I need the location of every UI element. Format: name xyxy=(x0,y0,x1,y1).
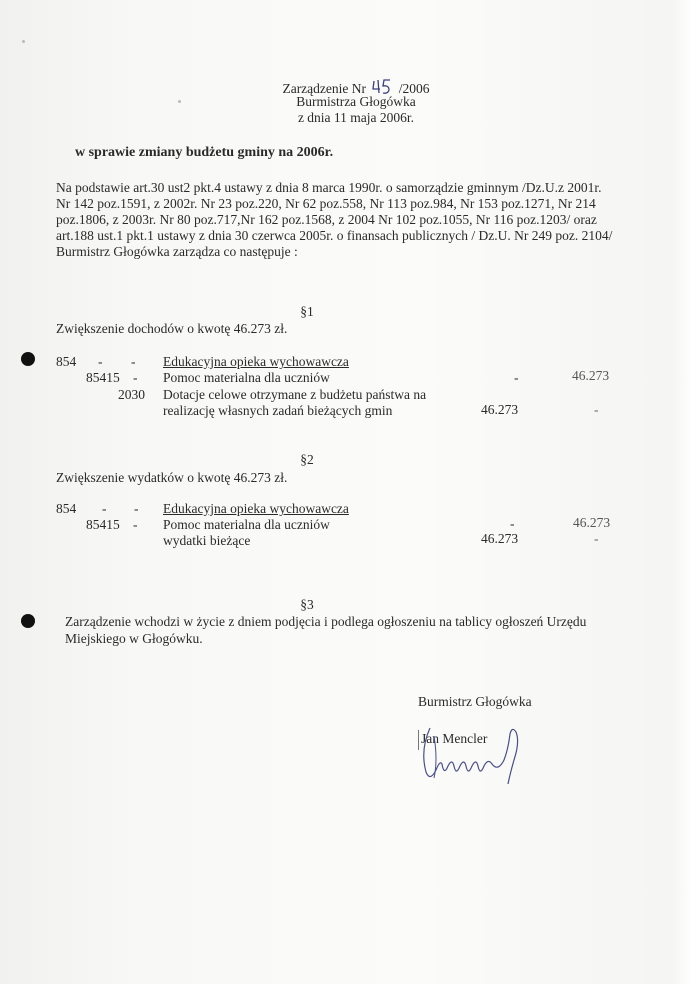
preamble-line-5: Burmistrz Głogówka zarządza co następuje : xyxy=(56,244,298,259)
s2-dzial-sep-1: - xyxy=(102,501,107,516)
s1-rozdzial: 85415 xyxy=(86,370,120,385)
s1-dzial: 854 xyxy=(56,354,77,369)
s2-dzial-sep-2: - xyxy=(134,501,139,516)
s1-paragraf-name-2: realizację własnych zadań bieżących gmin xyxy=(163,403,393,418)
scan-speck xyxy=(22,40,25,43)
s1-dzial-sep-1: - xyxy=(98,354,103,369)
s2-expense-col2: - xyxy=(594,531,599,546)
s2-expense-name: wydatki bieżące xyxy=(163,533,251,548)
punch-hole-top xyxy=(21,352,35,366)
scan-speck xyxy=(178,100,181,103)
issuer: Burmistrza Głogówka xyxy=(296,94,416,109)
s1-rozdzial-name: Pomoc materialna dla uczniów xyxy=(163,370,330,385)
signatory-name: Jan Mencler xyxy=(421,731,488,746)
s1-paragraf-name-1: Dotacje celowe otrzymane z budżetu państwa na xyxy=(163,387,427,402)
section-3-mark: §3 xyxy=(300,597,314,612)
signatory-title: Burmistrz Głogówka xyxy=(418,694,532,709)
section-1-intro: Zwiększenie dochodów o kwotę 46.273 zł. xyxy=(56,321,288,336)
document-date: z dnia 11 maja 2006r. xyxy=(297,110,415,125)
s2-expense-col1: 46.273 xyxy=(481,531,519,546)
section-3-line-2: Miejskiego w Głogówku. xyxy=(65,631,203,646)
s1-paragraf-col2: - xyxy=(594,402,599,417)
s1-paragraf-col1: 46.273 xyxy=(481,402,519,417)
s1-paragraf: 2030 xyxy=(118,387,145,402)
punch-hole-bottom xyxy=(21,614,35,628)
section-1-mark: §1 xyxy=(300,304,314,319)
section-2-intro: Zwiększenie wydatków o kwotę 46.273 zł. xyxy=(56,470,288,485)
s1-dzial-sep-2: - xyxy=(131,354,136,369)
s1-dzial-name: Edukacyjna opieka wychowawcza xyxy=(163,354,349,369)
title-prefix: Zarządzenie Nr xyxy=(282,81,367,96)
preamble-line-3: poz.1806, z 2003r. Nr 80 poz.717,Nr 162 poz.1568, z 2004 Nr 102 poz.1055, Nr 116 poz.1203/ oraz xyxy=(56,212,597,227)
s2-dzial: 854 xyxy=(56,501,77,516)
s2-rozdzial-name: Pomoc materialna dla uczniów xyxy=(163,517,330,532)
document-subject: w sprawie zmiany budżetu gminy na 2006r. xyxy=(75,145,334,160)
s2-rozdzial-col2: 46.273 xyxy=(573,515,611,530)
preamble-line-2: Nr 142 poz.1591, z 2002r. Nr 23 poz.220, Nr 62 poz.558, Nr 113 poz.984, Nr 153 poz.1271, Nr 214 xyxy=(56,196,596,211)
section-2-mark: §2 xyxy=(300,452,314,467)
s1-rozdzial-col2: 46.273 xyxy=(572,368,610,383)
s2-rozdzial-sep: - xyxy=(133,517,138,532)
handwritten-signature xyxy=(412,720,528,792)
s2-rozdzial: 85415 xyxy=(86,517,120,532)
s1-rozdzial-sep: - xyxy=(133,370,138,385)
s2-rozdzial-col1: - xyxy=(510,516,515,531)
preamble-line-1: Na podstawie art.30 ust2 pkt.4 ustawy z dnia 8 marca 1990r. o samorządzie gminnym /Dz.U.z 2001r. xyxy=(56,180,602,195)
s1-rozdzial-col1: - xyxy=(514,370,519,385)
s2-dzial-name: Edukacyjna opieka wychowawcza xyxy=(163,501,349,516)
preamble-line-4: art.188 ust.1 pkt.1 ustawy z dnia 30 czerwca 2005r. o finansach publicznych / Dz.U. Nr 249 poz. 2104/ xyxy=(56,228,613,243)
section-3-line-1: Zarządzenie wchodzi w życie z dniem podjęcia i podlega ogłoszeniu na tablicy ogłoszeń Urzędu xyxy=(65,614,587,629)
title-suffix: /2006 xyxy=(398,81,430,96)
